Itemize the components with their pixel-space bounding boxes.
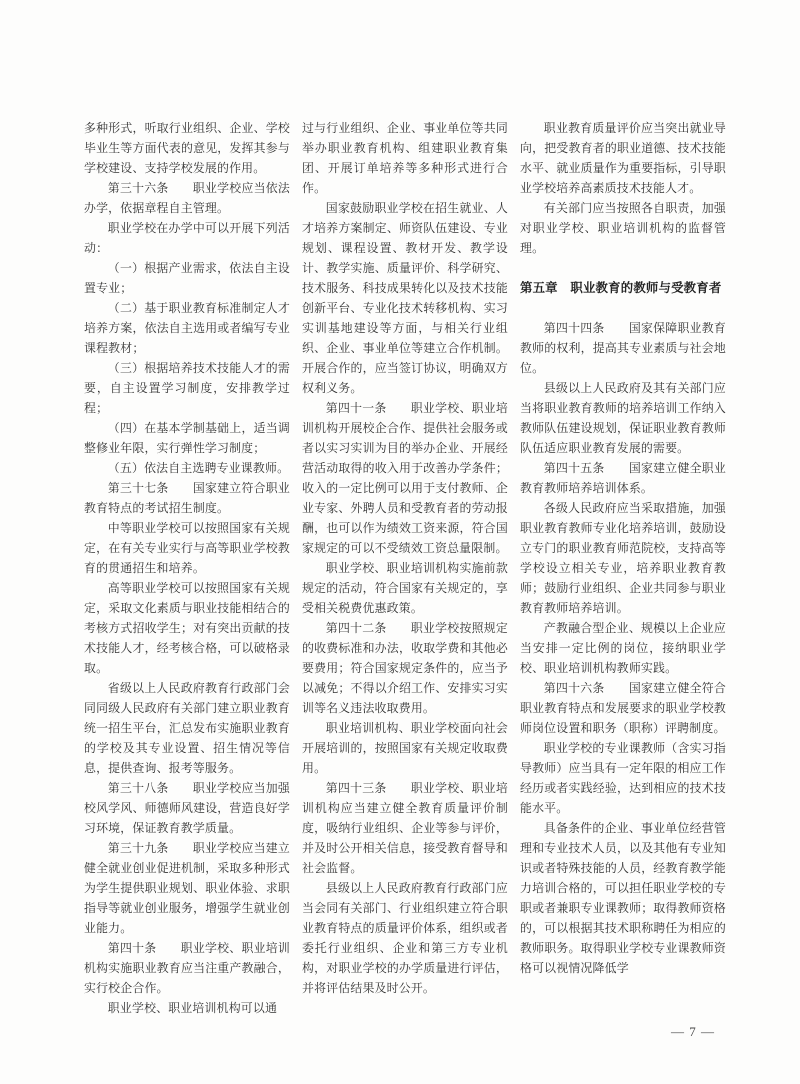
paragraph: 中等职业学校可以按照国家有关规定，在有关专业实行与高等职业学校教育的贯通招生和培养。	[84, 521, 290, 575]
paragraph: 第三十九条 职业学校应当建立健全就业创业促进机制，采取多种形式为学生提供职业规划、职业体验、求职指导等就业创业服务，增强学生就业创业能力。	[84, 841, 290, 935]
paragraph: 第四十条 职业学校、职业培训机构实施职业教育应当注重产教融合，实行校企合作。	[84, 941, 290, 995]
paragraph: 第四十六条 国家建立健全符合职业教育特点和发展要求的职业学校教师岗位设置和职务（职称）评聘制度。	[520, 681, 726, 735]
paragraph: 各级人民政府应当采取措施，加强职业教育教师专业化培养培训，鼓励设立专门的职业教育师范院校，支持高等学校设立相关专业，培养职业教育教师；鼓励行业组织、企业共同参与职业教育教师培养培训。	[520, 501, 726, 615]
paragraph: （四）在基本学制基础上，适当调整修业年限，实行弹性学习制度；	[84, 421, 290, 455]
paragraph: 县级以上人民政府及其有关部门应当将职业教育教师的培养培训工作纳入教师队伍建设规划，保证职业教育教师队伍适应职业教育发展的需要。	[520, 381, 726, 455]
paragraph: 职业学校在办学中可以开展下列活动：	[84, 221, 290, 255]
paragraph: 职业教育质量评价应当突出就业导向，把受教育者的职业道德、技术技能水平、就业质量作为重要指标，引导职业学校培养高素质技术技能人才。	[520, 121, 726, 195]
paragraph: 县级以上人民政府教育行政部门应当会同有关部门、行业组织建立符合职业教育特点的质量评价体系，组织或者委托行业组织、企业和第三方专业机构，对职业学校的办学质量进行评估，并将评估结果及时公开。	[302, 881, 508, 995]
paragraph: 第四十五条 国家建立健全职业教育教师培养培训体系。	[520, 461, 726, 495]
page-content	[84, 118, 726, 1023]
paragraph: （五）依法自主选聘专业课教师。	[107, 461, 290, 475]
chapter-heading: 第五章 职业教育的教师与受教育者	[520, 281, 722, 295]
paragraph: （二）基于职业教育标准制定人才培养方案，依法自主选用或者编写专业课程教材；	[84, 301, 290, 355]
paragraph: 第四十二条 职业学校按照规定的收费标准和办法，收取学费和其他必要费用；符合国家规定条件的，应当予以减免；不得以介绍工作、安排实习实训等名义违法收取费用。	[302, 621, 508, 715]
paragraph: 第四十四条 国家保障职业教育教师的权利，提高其专业素质与社会地位。	[520, 321, 726, 375]
paragraph: （一）根据产业需求，依法自主设置专业；	[84, 261, 290, 295]
paragraph: 国家鼓励职业学校在招生就业、人才培养方案制定、师资队伍建设、专业规划、课程设置、教材开发、教学设计、教学实施、质量评价、科学研究、技术服务、科技成果转化以及技术技能创新平台、专业化技术转移机构、实习实训基地建设等方面，与相关行业组织、企业、事业单位等建立合作机制。开展合作的，应当签订协议，明确双方权利义务。	[302, 201, 508, 395]
text-column-left	[84, 118, 290, 1023]
text-column-middle	[302, 118, 508, 1023]
paragraph: 省级以上人民政府教育行政部门会同同级人民政府有关部门建立职业教育统一招生平台，汇总发布实施职业教育的学校及其专业设置、招生情况等信息，提供查询、报考等服务。	[84, 681, 290, 775]
paragraph: 职业学校、职业培训机构实施前款规定的活动，符合国家有关规定的，享受相关税费优惠政策。	[302, 561, 508, 615]
paragraph: 产教融合型企业、规模以上企业应当安排一定比例的岗位，接纳职业学校、职业培训机构教师实践。	[520, 621, 726, 675]
paragraph: 职业培训机构、职业学校面向社会开展培训的，按照国家有关规定收取费用。	[302, 721, 508, 775]
paragraph: 职业学校、职业培训机构可以通	[107, 1001, 278, 1015]
paragraph: 高等职业学校可以按照国家有关规定，采取文化素质与职业技能相结合的考核方式招收学生；对有突出贡献的技术技能人才，经考核合格，可以破格录取。	[84, 581, 290, 675]
paragraph: 第三十七条 国家建立符合职业教育特点的考试招生制度。	[84, 481, 290, 515]
paragraph: 具备条件的企业、事业单位经营管理和专业技术人员，以及其他有专业知识或者特殊技能的人员，经教育教学能力培训合格的，可以担任职业学校的专职或者兼职专业课教师；取得教师资格的，可以根据其技术职称聘任为相应的教师职务。取得职业学校专业课教师资格可以视情况降低学	[520, 821, 726, 975]
paragraph: 多种形式，听取行业组织、企业、学校毕业生等方面代表的意见，发挥其参与学校建设、支持学校发展的作用。	[84, 121, 290, 175]
paragraph: 第四十一条 职业学校、职业培训机构开展校企合作、提供社会服务或者以实习实训为目的举办企业、开展经营活动取得的收入用于改善办学条件；收入的一定比例可以用于支付教师、企业专家、外聘人员和受教育者的劳动报酬，也可以作为绩效工资来源，符合国家规定的可以不受绩效工资总量限制。	[302, 401, 508, 555]
text-column-right	[520, 118, 726, 1023]
paragraph: 第三十八条 职业学校应当加强校风学风、师德师风建设，营造良好学习环境，保证教育教学质量。	[84, 781, 290, 835]
paragraph: （三）根据培养技术技能人才的需要，自主设置学习制度，安排教学过程；	[84, 361, 290, 415]
paragraph: 有关部门应当按照各自职责，加强对职业学校、职业培训机构的监督管理。	[520, 201, 726, 255]
page-number: — 7 —	[671, 1024, 715, 1039]
paragraph: 过与行业组织、企业、事业单位等共同举办职业教育机构、组建职业教育集团、开展订单培养等多种形式进行合作。	[302, 121, 508, 195]
paragraph: 第三十六条 职业学校应当依法办学，依据章程自主管理。	[84, 181, 290, 215]
paragraph: 第四十三条 职业学校、职业培训机构应当建立健全教育质量评价制度，吸纳行业组织、企业等参与评价，并及时公开相关信息，接受教育督导和社会监督。	[302, 781, 508, 875]
paragraph: 职业学校的专业课教师（含实习指导教师）应当具有一定年限的相应工作经历或者实践经验，达到相应的技术技能水平。	[520, 741, 726, 815]
